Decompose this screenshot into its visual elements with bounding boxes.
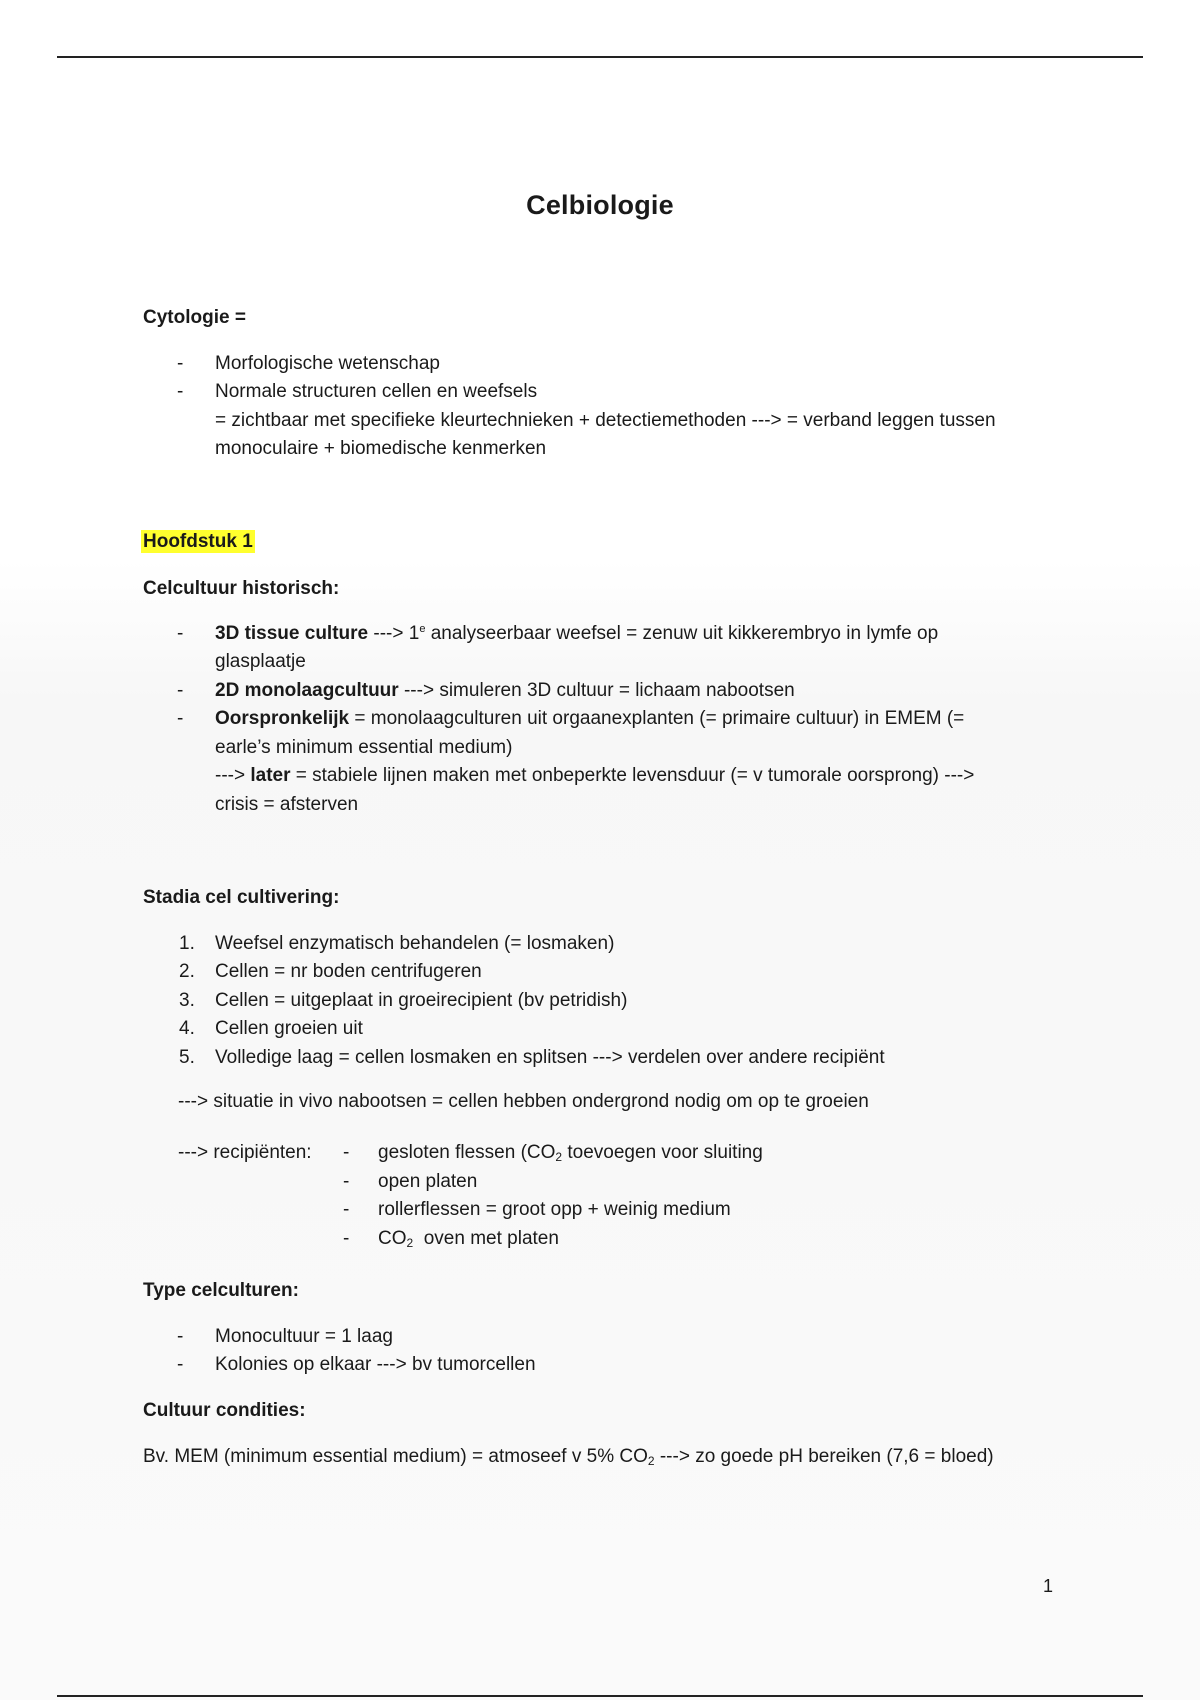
list-item-text: ---> 1 [368,622,420,644]
list-item [143,620,1115,649]
dash-bullet: - [177,622,184,644]
list-item-text: rollerflessen = groot opp + weinig medium [378,1199,731,1220]
list-item-text: Cellen groeien uit [215,1018,363,1039]
dash-bullet: - [177,679,184,701]
stadia-note: ---> situatie in vivo nabootsen = cellen hebben ondergrond nodig om op te groeien [178,1091,869,1112]
list-item-text: Normale structuren cellen en weefsels [215,381,538,402]
item-number: 5. [179,1046,195,1068]
numbered-item [143,930,1115,959]
list-item-text: CO [378,1227,407,1249]
cytologie-section [143,304,1115,464]
term-bold: Oorspronkelijk [215,708,350,729]
chapter-heading-block [143,528,255,557]
continuation-text: monoculaire + biomedische kenmerken [215,438,547,459]
dash-bullet: - [177,708,184,729]
list-item-text: Weefsel enzymatisch behandelen (= losmaken) [215,932,615,954]
chapter-heading: Hoofdstuk 1 [143,531,253,552]
continuation-text: = zichtbaar met specifieke kleurtechnieken + detectiemethoden ---> = verband leggen tussen [215,409,996,431]
superscript: e [419,622,426,635]
paragraph-text: ---> zo goede pH bereiken (7,6 = bloed) [654,1445,994,1467]
continuation-text: earle’s minimum essential medium) [215,736,513,758]
list-item-text: Cellen = nr boden centrifugeren [215,961,482,982]
dash-bullet: - [177,352,184,374]
continuation-text: crisis = afsterven [215,793,359,815]
subscript: 2 [555,1150,563,1164]
list-item [340,1225,978,1254]
stadia-section [143,884,1115,1117]
list-item-text: Morfologische wetenschap [215,352,440,374]
list-item-text: = monolaagculturen uit orgaanexplanten (= primaire cultuur) in EMEM (= [349,708,965,729]
list-item [143,1351,1115,1380]
list-item-text: Cellen = uitgeplaat in groeirecipient (bv petridish) [215,989,628,1011]
list-item-text: Kolonies op elkaar ---> bv tumorcellen [215,1354,536,1375]
continuation-text: glasplaatje [215,651,306,672]
list-item-continuation [143,648,1115,677]
bottom-rule [57,1695,1143,1697]
dash-bullet: - [343,1227,350,1249]
list-item-text: ---> simuleren 3D cultuur = lichaam nabootsen [398,679,795,701]
dash-bullet: - [177,381,184,402]
list-item-text: oven met platen [413,1227,559,1249]
dash-bullet: - [343,1170,350,1192]
list-item-text: Volledige laag = cellen losmaken en splitsen ---> verdelen over andere recipiënt [215,1046,885,1068]
condities-heading: Cultuur condities: [143,1400,306,1421]
term-bold: later [250,765,291,786]
numbered-item [143,1015,1115,1044]
item-number: 3. [179,989,195,1011]
dash-bullet: - [343,1142,350,1163]
list-item-text: Monocultuur = 1 laag [215,1325,393,1347]
numbered-item [143,987,1115,1016]
numbered-item [143,1044,1115,1073]
item-number: 1. [179,932,195,954]
celcultuur-section [143,575,1115,819]
celcultuur-heading: Celcultuur historisch: [143,578,340,599]
condities-text [143,1443,1143,1472]
item-number: 4. [179,1018,195,1039]
cytologie-heading: Cytologie = [143,307,246,328]
list-item-continuation [143,407,1115,436]
recipienten-list [340,1139,978,1253]
list-item [340,1196,978,1225]
type-section [143,1277,1115,1380]
dash-bullet: - [177,1325,184,1347]
list-item-continuation [143,734,1115,763]
list-item [340,1139,978,1168]
term-bold: 3D tissue culture [215,622,369,644]
list-item-text: analyseerbaar weefsel = zenuw uit kikkerembryo in lymfe op [425,622,939,644]
document-title: Celbiologie [526,190,674,220]
stadia-heading: Stadia cel cultivering: [143,887,340,908]
list-item [143,1323,1115,1352]
list-item-text: toevoegen voor sluiting [562,1142,763,1163]
item-number: 2. [179,961,195,982]
list-item-continuation [143,791,1115,820]
continuation-text: = stabiele lijnen maken met onbeperkte levensduur (= v tumorale oorsprong) ---> [290,765,975,786]
list-item [143,378,1115,407]
condities-section [143,1397,1143,1471]
subscript: 2 [406,1235,414,1250]
page-number: 1 [1043,1576,1054,1596]
paragraph-text: Bv. MEM (minimum essential medium) = atmoseef v 5% CO [143,1445,648,1467]
term-bold: 2D monolaagcultuur [215,679,399,701]
subscript: 2 [647,1453,655,1468]
numbered-item [143,958,1115,987]
list-item-text: open platen [378,1170,478,1192]
dash-bullet: - [343,1199,350,1220]
top-rule [57,56,1143,58]
continuation-text: ---> [215,765,251,786]
list-item-continuation [143,435,1115,464]
recipienten-label: ---> recipiënten: [178,1142,312,1163]
list-item-continuation [143,762,1115,791]
type-heading: Type celculturen: [143,1280,299,1301]
list-item-text: gesloten flessen (CO [378,1142,556,1163]
dash-bullet: - [177,1354,184,1375]
list-item [143,350,1115,379]
list-item [143,705,1115,734]
list-item [340,1168,978,1197]
list-item [143,677,1115,706]
